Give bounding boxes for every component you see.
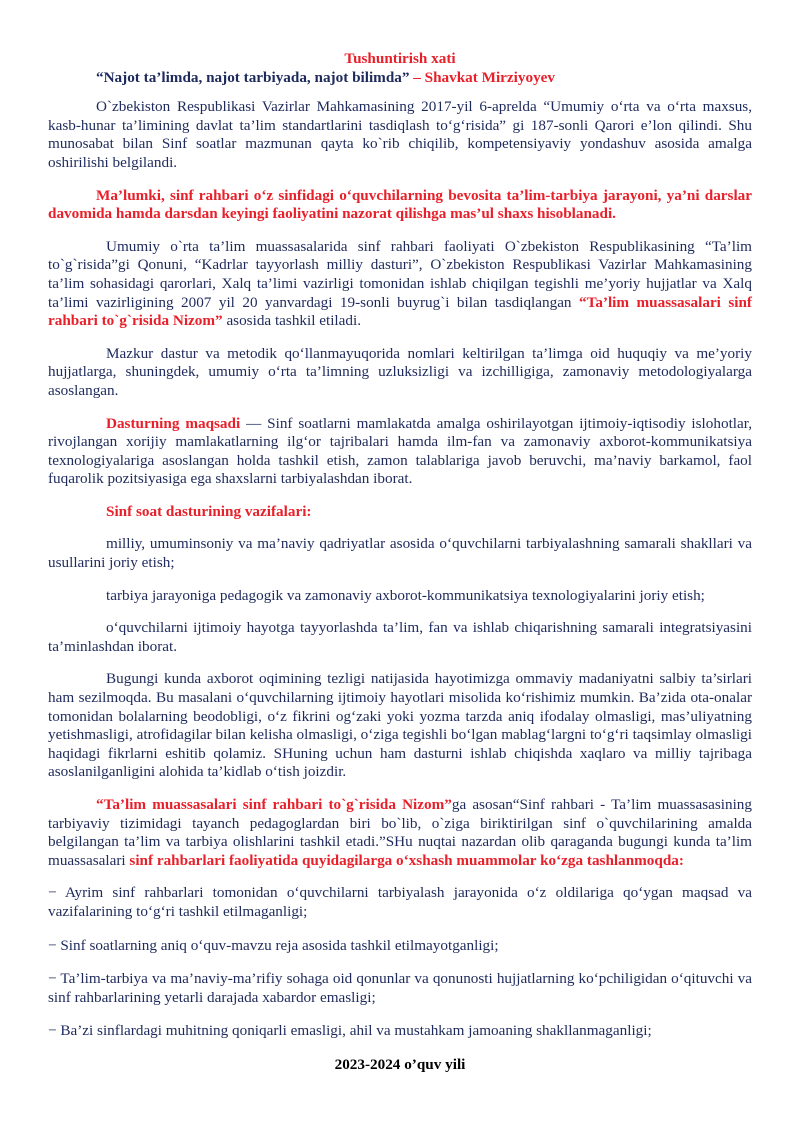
problem-item: − Ba’zi sinflardagi muhitning qoniqarli emasligi, ahil va mustahkam jamoaning shakllanmaganligi;: [48, 1022, 652, 1040]
legal-basis-text: Umumiy o`rta ta’lim muassasalarida sinf rahbari faoliyati O`zbekiston Respublikasining “Ta’lim to`g`risida”gi Qonuni, “Kadrlar tayyorlash milliy dasturi”, O`zbekiston Respublikasi Vazirlar Mahkamasining ta’lim sohasidagi qarorlari, Xalq ta’limi vazirligi tomonidan ishlab chiqilgan tegishli me’yoriy hujjatlar va Xalq ta’limi vazirligining 2007 yil 20 yanvardagi 19-sonli buyrug`i bilan tasdiqlangan: [48, 237, 752, 311]
paragraph-methodology: Mazkur dastur va metodik qo‘llanmayuqorida nomlari keltirilgan ta’limga oid huquqiy va me’yoriy hujjatlarga, shuningdek, umumiy o‘rta ta’limning uzluksizligi va izchilligiga, zamonaviy metodologiyalarga asoslangan.: [48, 344, 752, 399]
paragraph-mass-culture: Bugungi kunda axborot oqimining tezligi natijasida hayotimizga ommaviy madaniyatni salbiy ta’sirlari ham sezilmoqda. Bu masalani o‘quvchilarning ijtimoiy hayotlari misolida ko‘rishimiz mumkin. Ba’zida ota-onalar tomonidan bolalarning beodobligi, o‘z fikrini og‘zaki yoki yozma tarzda aniq ifodalay olmasligi, mas’uliyatning yetishmasligi, atrofidagilar bilan kelisha olmasligi, o‘ziga tegishli bo‘lgan mablag‘largni to‘g‘ri taqsimlay olmasligi haqidagi fikrlarni eshitib qolamiz. SHuning uchun ham dasturni ishlab chiqishda xaqlaro va milliy tajribaga asoslanilganligini alohida ta’kidlab o‘tish joizdir.: [48, 670, 752, 781]
nizom-title: “Ta’lim muassasalari sinf rahbari to`g`risida Nizom”: [96, 796, 452, 813]
tasks-heading: Sinf soat dasturining vazifalari:: [106, 502, 312, 520]
task-item: o‘quvchilarni ijtimoiy hayotga tayyorlashda ta’lim, fan va ishlab chiqarishning samarali integratsiyasini ta’minlashdan iborat.: [48, 619, 752, 655]
paragraph-program-goal: [48, 415, 752, 489]
paragraph-legal-basis: [48, 238, 752, 331]
nizom-text: ga asosan“Sinf rahbari - Ta’lim muassasasining tarbiyaviy tizimidagi tayanch pedagoglardan biri bo`lib, o`ziga biriktirilgan sinf o`quvchilarining amalda belgilangan ta’lim va tarbiya olishlarini tashkil etadi.”SHu nuqtai nazardan olib qaraganda bugungi kunda ta’lim muassasalari: [48, 796, 752, 869]
academic-year-footer: 2023-2024 o’quv yili: [334, 1055, 466, 1073]
program-goal-label: Dasturning maqsadi: [106, 414, 241, 432]
problems-intro: sinf rahbarlari faoliyatida quyidagilarga o‘xshash muammolar ko‘zga tashlanmoqda:: [129, 851, 684, 869]
program-goal-text: — Sinf soatlarni mamlakatda amalga oshirilayotgan ijtimoiy-iqtisodiy islohotlar, rivojlangan xorijiy mamlakatlarning ilg‘or tajribalari hamda ilm-fan va zamonaviy axborot-kommunikatsiya texnologiyalariga asoslangan holda tashkil etish, zamon talablariga javob beruvchi, ma’naviy barkamol, faol fuqarolik pozitsiyasiga ega shaxslarni tarbiyalashdan iborat.: [48, 414, 752, 488]
task-item: tarbiya jarayoniga pedagogik va zamonaviy axborot-kommunikatsiya texnologiyalarini joriy etish;: [106, 586, 705, 604]
paragraph-intro: O`zbekiston Respublikasi Vazirlar Mahkamasining 2017-yil 6-aprelda “Umumiy o‘rta va o‘rta maxsus, kasb-hunar ta’limining davlat ta’lim standartlarini tasdiqlash to‘g‘risida” gi 187-sonli Qarori e’lon qilindi. Shu munosabat bilan Sinf soatlar mazmunan qayta ko`rib chiqilib, kompetensiyaviy yondashuv asosida amalga oshirilishi belgilandi.: [48, 98, 752, 171]
motto-quote: “Najot ta’limda, najot tarbiyada, najot bilimda”: [96, 68, 410, 86]
paragraph-nizom: [48, 796, 752, 870]
problem-item: − Ayrim sinf rahbarlari tomonidan o‘quvchilarni tarbiyalash jarayonida o‘z oldilariga qo‘ygan maqsad va vazifalarining to‘g‘ri tashkil etilmaganligi;: [48, 884, 752, 920]
problem-item: − Ta’lim-tarbiya va ma’naviy-ma’rifiy sohaga oid qonunlar va qonunosti hujjatlarning ko‘pchiligidan o‘qituvchi va sinf rahbarlarining yetarli darajada xabardor emasligi;: [48, 970, 752, 1006]
legal-basis-tail: asosida tashkil etiladi.: [222, 312, 361, 330]
paragraph-class-teacher-definition: Ma’lumki, sinf rahbari o‘z sinfidagi o‘quvchilarning bevosita ta’lim-tarbiya jarayoni, ya’ni darslar davomida hamda darsdan keyingi faoliyatini nazorat qilishga mas’ul shaxs hisoblanadi.: [48, 186, 752, 223]
motto-author: – Shavkat Mirziyoyev: [409, 68, 556, 86]
motto: [48, 69, 752, 88]
document-title: Tushuntirish xati: [344, 50, 456, 67]
task-item: milliy, umuminsoniy va ma’naviy qadriyatlar asosida o‘quvchilarni tarbiyalashning samarali shakllari va usullarini joriy etish;: [48, 535, 752, 572]
problem-item: − Sinf soatlarning aniq o‘quv-mavzu reja asosida tashkil etilmayotganligi;: [48, 936, 499, 954]
nizom-reference: “Ta’lim muassasalari sinf rahbari to`g`risida Nizom”: [48, 293, 752, 330]
